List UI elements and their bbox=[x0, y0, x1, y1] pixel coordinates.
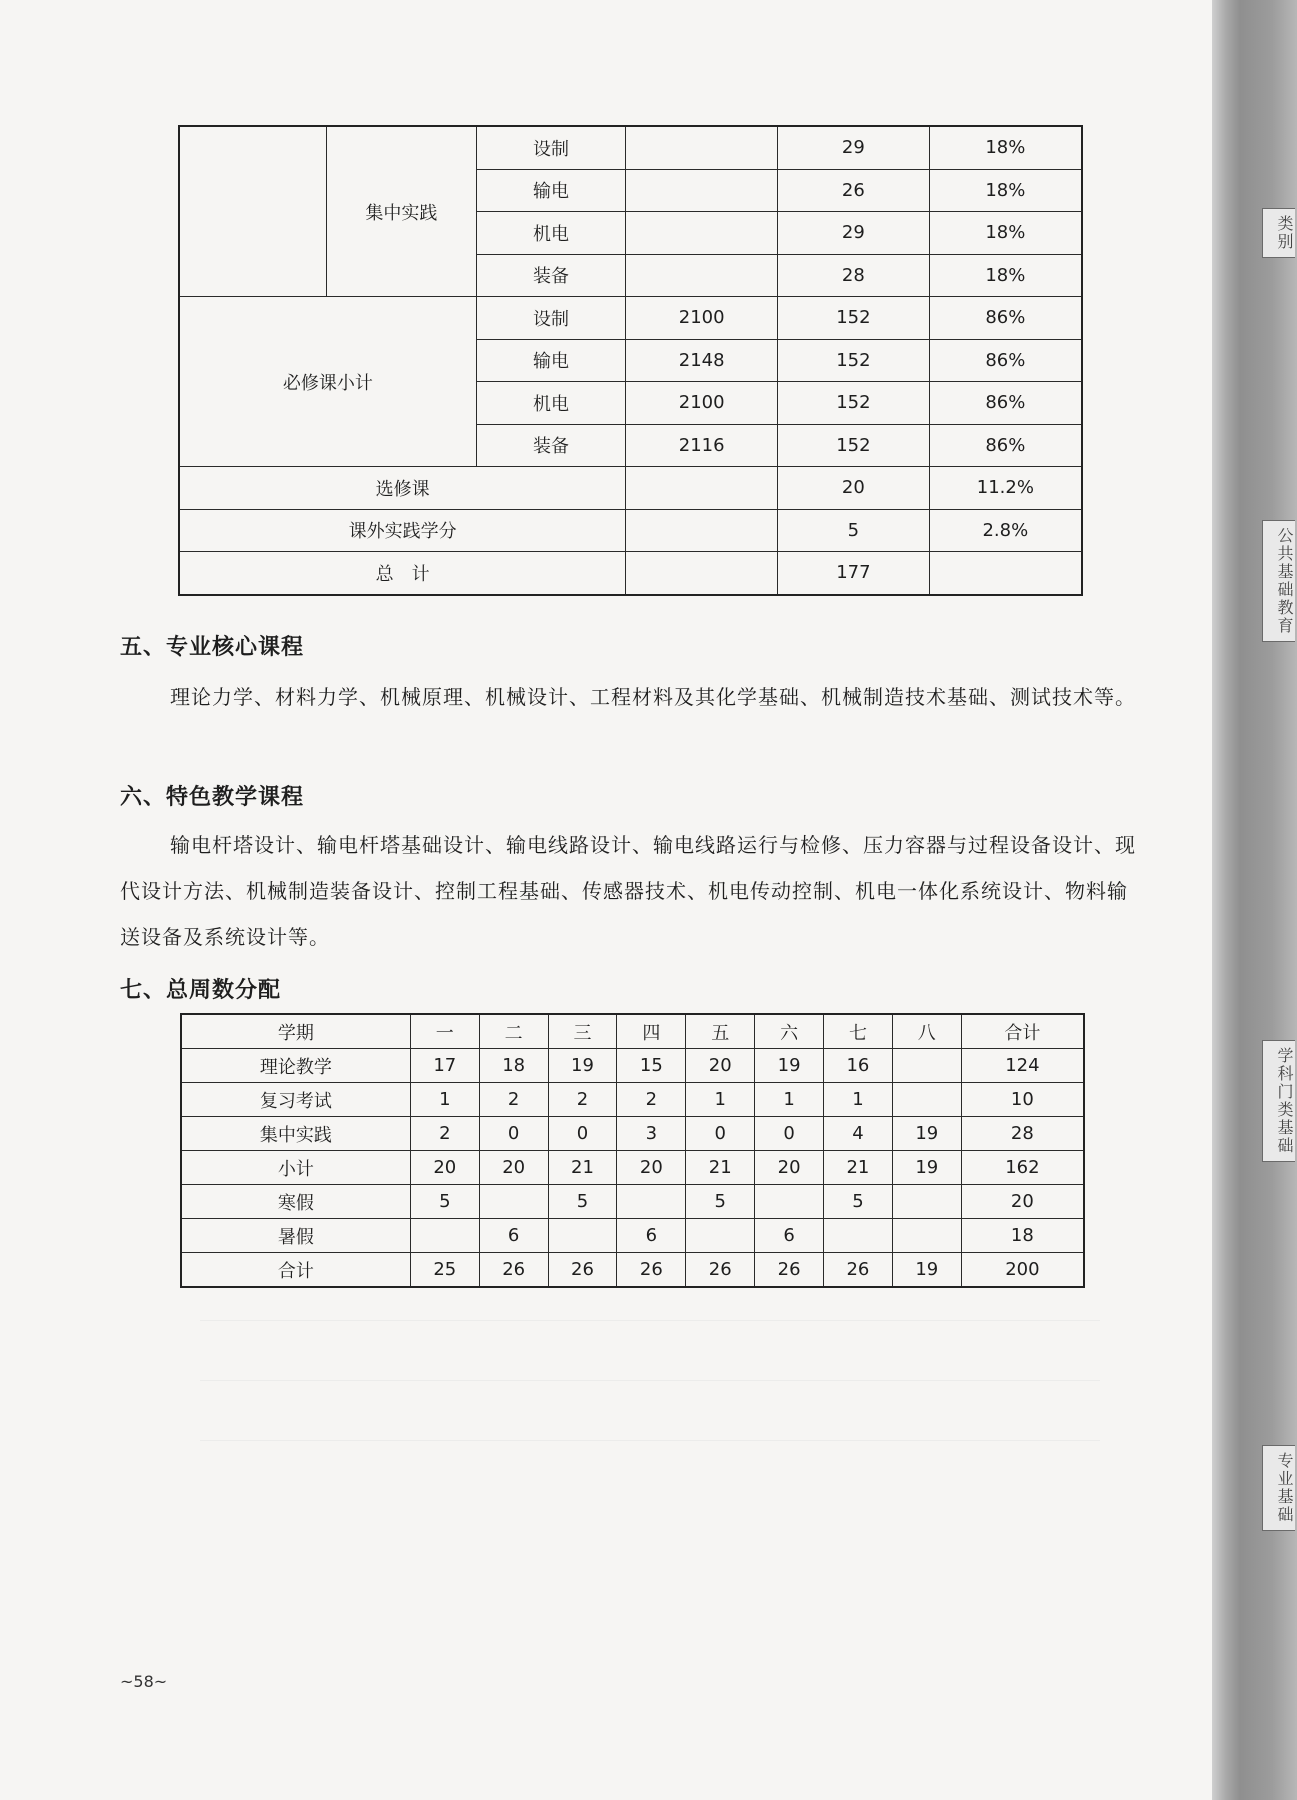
week-count-cell: 19 bbox=[892, 1117, 961, 1151]
row-label-cell: 合计 bbox=[181, 1253, 410, 1288]
extra-practice-label: 课外实践学分 bbox=[179, 509, 626, 552]
week-count-cell: 28 bbox=[961, 1117, 1084, 1151]
week-count-cell: 26 bbox=[479, 1253, 548, 1288]
credits-cell: 177 bbox=[778, 552, 930, 595]
week-count-cell: 0 bbox=[686, 1117, 755, 1151]
percent-cell: 18% bbox=[929, 126, 1082, 169]
section-heading: 六、特色教学课程 bbox=[120, 785, 305, 810]
credits-cell: 152 bbox=[778, 382, 930, 425]
edge-tab-label: 专业基础 bbox=[1262, 1445, 1295, 1531]
week-count-cell bbox=[892, 1219, 961, 1253]
credits-cell: 26 bbox=[778, 169, 930, 212]
week-count-cell bbox=[410, 1219, 479, 1253]
credits-table bbox=[178, 125, 1083, 596]
percent-cell: 18% bbox=[929, 212, 1082, 255]
credits-cell: 29 bbox=[778, 126, 930, 169]
week-count-cell: 25 bbox=[410, 1253, 479, 1288]
elective-label: 选修课 bbox=[179, 467, 626, 510]
header-cell: 一 bbox=[410, 1014, 479, 1049]
table-row bbox=[181, 1117, 1084, 1151]
week-count-cell bbox=[755, 1185, 824, 1219]
week-count-cell: 0 bbox=[548, 1117, 617, 1151]
header-cell: 五 bbox=[686, 1014, 755, 1049]
week-count-cell: 1 bbox=[686, 1083, 755, 1117]
row-label-cell: 集中实践 bbox=[181, 1117, 410, 1151]
week-count-cell: 5 bbox=[548, 1185, 617, 1219]
percent-cell: 86% bbox=[929, 339, 1082, 382]
week-count-cell: 2 bbox=[617, 1083, 686, 1117]
hours-cell bbox=[626, 212, 778, 255]
week-count-cell: 6 bbox=[617, 1219, 686, 1253]
percent-cell: 11.2% bbox=[929, 467, 1082, 510]
row-label-cell: 复习考试 bbox=[181, 1083, 410, 1117]
hours-cell bbox=[626, 126, 778, 169]
table-row bbox=[179, 467, 1082, 510]
week-count-cell: 162 bbox=[961, 1151, 1084, 1185]
week-count-cell: 19 bbox=[892, 1253, 961, 1288]
week-count-cell: 26 bbox=[617, 1253, 686, 1288]
total-label: 总 计 bbox=[179, 552, 626, 595]
week-count-cell bbox=[892, 1049, 961, 1083]
week-count-cell: 26 bbox=[686, 1253, 755, 1288]
week-count-cell bbox=[548, 1219, 617, 1253]
header-cell: 四 bbox=[617, 1014, 686, 1049]
table-row bbox=[181, 1185, 1084, 1219]
hours-cell: 2116 bbox=[626, 424, 778, 467]
section-heading: 五、专业核心课程 bbox=[120, 635, 305, 660]
week-count-cell: 19 bbox=[755, 1049, 824, 1083]
edge-tab-label: 学科门类基础 bbox=[1262, 1040, 1295, 1162]
major-cell: 机电 bbox=[476, 212, 626, 255]
practice-label: 集中实践 bbox=[327, 126, 477, 297]
table-row bbox=[179, 126, 1082, 169]
week-count-cell: 2 bbox=[479, 1083, 548, 1117]
weeks-table bbox=[180, 1013, 1085, 1288]
week-count-cell: 18 bbox=[479, 1049, 548, 1083]
header-cell: 二 bbox=[479, 1014, 548, 1049]
page-number: ~58~ bbox=[120, 1672, 168, 1691]
hours-cell bbox=[626, 552, 778, 595]
week-count-cell: 124 bbox=[961, 1049, 1084, 1083]
section-paragraph: 输电杆塔设计、输电杆塔基础设计、输电线路设计、输电线路运行与检修、压力容器与过程设备设计、现代设计方法、机械制造装备设计、控制工程基础、传感器技术、机电传动控制、机电一体化系统设计、物料输送设备及系统设计等。 bbox=[120, 833, 1136, 949]
week-count-cell: 16 bbox=[824, 1049, 893, 1083]
week-count-cell: 3 bbox=[617, 1117, 686, 1151]
percent-cell: 86% bbox=[929, 297, 1082, 340]
hours-cell: 2100 bbox=[626, 297, 778, 340]
week-count-cell: 10 bbox=[961, 1083, 1084, 1117]
week-count-cell: 6 bbox=[755, 1219, 824, 1253]
header-cell: 八 bbox=[892, 1014, 961, 1049]
week-count-cell: 6 bbox=[479, 1219, 548, 1253]
week-count-cell: 26 bbox=[548, 1253, 617, 1288]
credits-cell: 152 bbox=[778, 424, 930, 467]
week-count-cell: 15 bbox=[617, 1049, 686, 1083]
week-count-cell bbox=[824, 1219, 893, 1253]
week-count-cell: 20 bbox=[755, 1151, 824, 1185]
week-count-cell: 1 bbox=[824, 1083, 893, 1117]
credits-cell: 28 bbox=[778, 254, 930, 297]
week-count-cell: 200 bbox=[961, 1253, 1084, 1288]
credits-cell: 152 bbox=[778, 339, 930, 382]
header-cell: 三 bbox=[548, 1014, 617, 1049]
header-cell: 学期 bbox=[181, 1014, 410, 1049]
table-row bbox=[179, 509, 1082, 552]
major-cell: 设制 bbox=[476, 126, 626, 169]
bleed-through-block bbox=[200, 1440, 1100, 1441]
credits-cell: 20 bbox=[778, 467, 930, 510]
week-count-cell bbox=[892, 1185, 961, 1219]
section-paragraph: 理论力学、材料力学、机械原理、机械设计、工程材料及其化学基础、机械制造技术基础、测试技术等。 bbox=[170, 685, 1136, 709]
header-cell: 六 bbox=[755, 1014, 824, 1049]
table-row bbox=[179, 552, 1082, 595]
week-count-cell: 2 bbox=[548, 1083, 617, 1117]
week-count-cell bbox=[686, 1219, 755, 1253]
week-count-cell: 1 bbox=[755, 1083, 824, 1117]
week-count-cell: 20 bbox=[479, 1151, 548, 1185]
percent-cell bbox=[929, 552, 1082, 595]
major-cell: 装备 bbox=[476, 254, 626, 297]
header-cell: 合计 bbox=[961, 1014, 1084, 1049]
table-cell-blank bbox=[179, 126, 327, 297]
week-count-cell: 26 bbox=[755, 1253, 824, 1288]
edge-tab-label: 类别 bbox=[1262, 208, 1295, 258]
table-row bbox=[181, 1083, 1084, 1117]
week-count-cell: 17 bbox=[410, 1049, 479, 1083]
percent-cell: 18% bbox=[929, 169, 1082, 212]
week-count-cell: 19 bbox=[892, 1151, 961, 1185]
percent-cell: 18% bbox=[929, 254, 1082, 297]
percent-cell: 86% bbox=[929, 382, 1082, 425]
bleed-through-block bbox=[200, 1380, 1100, 1381]
hours-cell: 2148 bbox=[626, 339, 778, 382]
week-count-cell: 19 bbox=[548, 1049, 617, 1083]
week-count-cell: 20 bbox=[410, 1151, 479, 1185]
percent-cell: 86% bbox=[929, 424, 1082, 467]
week-count-cell: 1 bbox=[410, 1083, 479, 1117]
table-row bbox=[181, 1219, 1084, 1253]
week-count-cell: 20 bbox=[961, 1185, 1084, 1219]
major-cell: 输电 bbox=[476, 339, 626, 382]
hours-cell bbox=[626, 254, 778, 297]
week-count-cell: 21 bbox=[686, 1151, 755, 1185]
major-cell: 装备 bbox=[476, 424, 626, 467]
week-count-cell bbox=[617, 1185, 686, 1219]
week-count-cell: 21 bbox=[824, 1151, 893, 1185]
table-header-row bbox=[181, 1014, 1084, 1049]
header-cell: 七 bbox=[824, 1014, 893, 1049]
row-label-cell: 理论教学 bbox=[181, 1049, 410, 1083]
major-cell: 机电 bbox=[476, 382, 626, 425]
week-count-cell: 2 bbox=[410, 1117, 479, 1151]
week-count-cell bbox=[892, 1083, 961, 1117]
week-count-cell: 20 bbox=[686, 1049, 755, 1083]
credits-cell: 5 bbox=[778, 509, 930, 552]
week-count-cell: 4 bbox=[824, 1117, 893, 1151]
hours-cell: 2100 bbox=[626, 382, 778, 425]
week-count-cell: 5 bbox=[686, 1185, 755, 1219]
hours-cell bbox=[626, 509, 778, 552]
week-count-cell: 5 bbox=[410, 1185, 479, 1219]
row-label-cell: 寒假 bbox=[181, 1185, 410, 1219]
bleed-through-block bbox=[200, 1320, 1100, 1321]
major-cell: 设制 bbox=[476, 297, 626, 340]
week-count-cell: 18 bbox=[961, 1219, 1084, 1253]
week-count-cell: 5 bbox=[824, 1185, 893, 1219]
week-count-cell bbox=[479, 1185, 548, 1219]
week-count-cell: 0 bbox=[755, 1117, 824, 1151]
week-count-cell: 26 bbox=[824, 1253, 893, 1288]
required-label: 必修课小计 bbox=[179, 297, 476, 467]
edge-tab-label: 公共基础教育 bbox=[1262, 520, 1295, 642]
table-row bbox=[181, 1151, 1084, 1185]
hours-cell bbox=[626, 467, 778, 510]
week-count-cell: 21 bbox=[548, 1151, 617, 1185]
hours-cell bbox=[626, 169, 778, 212]
table-row bbox=[181, 1049, 1084, 1083]
week-count-cell: 20 bbox=[617, 1151, 686, 1185]
table-row bbox=[181, 1253, 1084, 1288]
section-heading: 七、总周数分配 bbox=[120, 978, 282, 1003]
credits-cell: 29 bbox=[778, 212, 930, 255]
row-label-cell: 小计 bbox=[181, 1151, 410, 1185]
row-label-cell: 暑假 bbox=[181, 1219, 410, 1253]
percent-cell: 2.8% bbox=[929, 509, 1082, 552]
week-count-cell: 0 bbox=[479, 1117, 548, 1151]
table-row bbox=[179, 297, 1082, 340]
major-cell: 输电 bbox=[476, 169, 626, 212]
credits-cell: 152 bbox=[778, 297, 930, 340]
